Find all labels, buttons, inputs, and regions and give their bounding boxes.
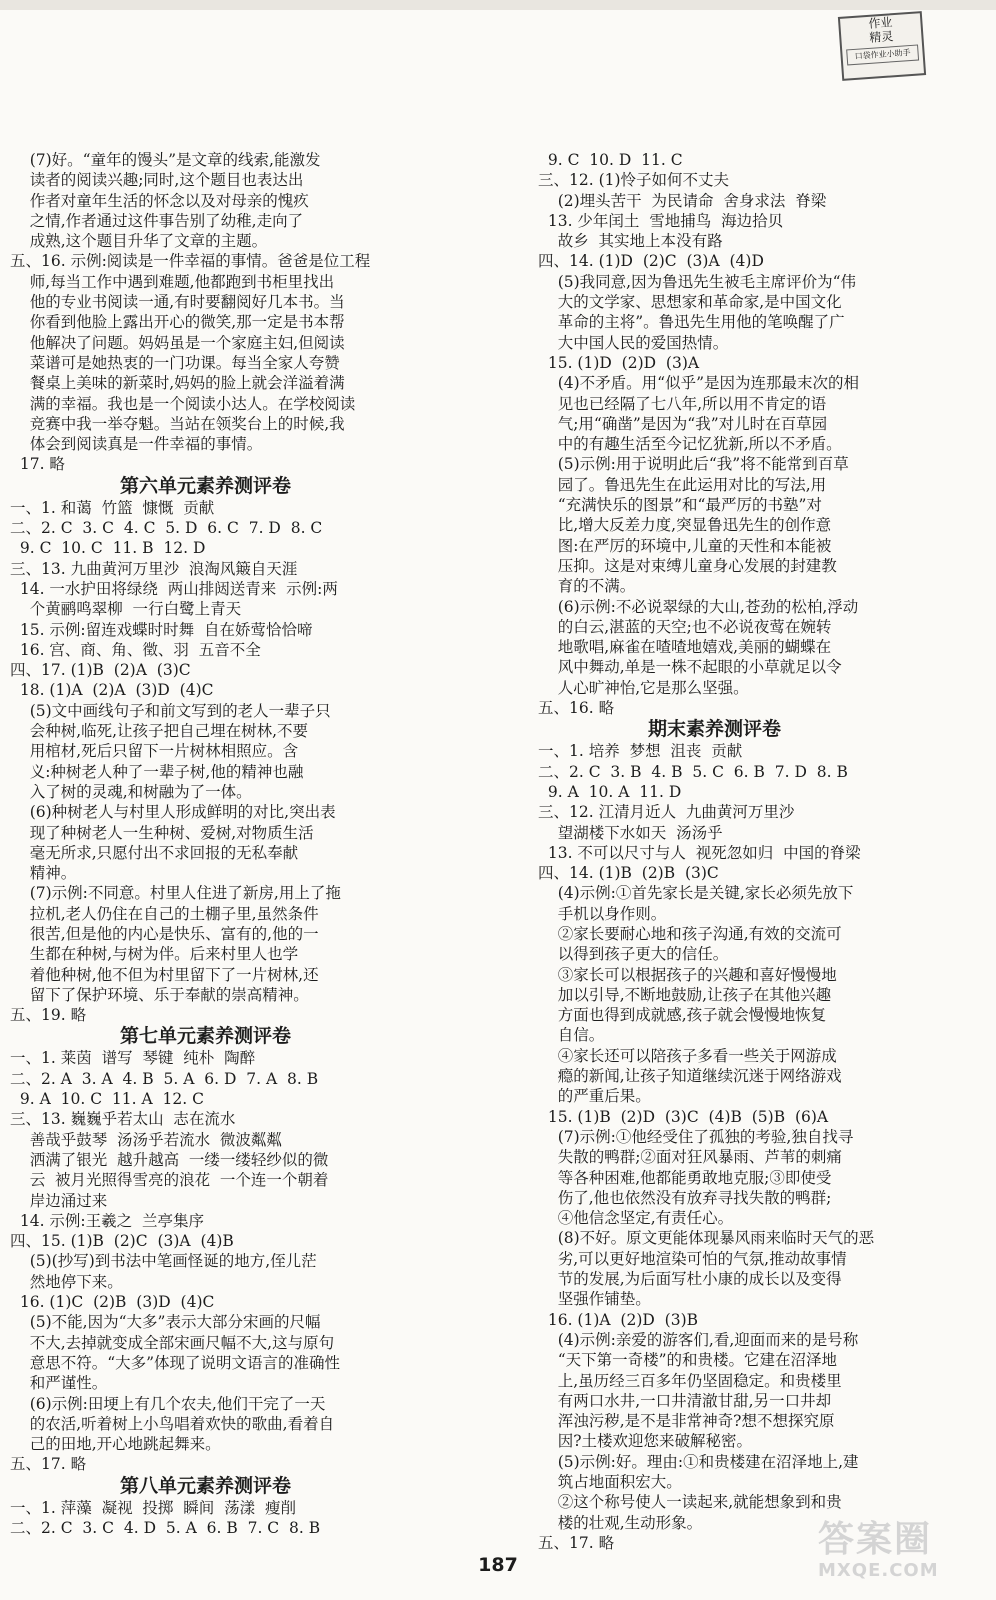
answer-line: 拉机,老人仍住在自己的土棚子里,虽然条件 xyxy=(10,904,319,923)
answer-line: 一、1. 培养 梦想 沮丧 贡献 xyxy=(538,742,743,761)
answer-line: 9. A 10. A 11. D xyxy=(538,782,682,801)
watermark-url: MXQE.COM xyxy=(818,1560,939,1581)
answer-line: 13. 不可以尺寸与人 视死忽如归 中国的脊梁 xyxy=(538,843,861,862)
answer-line: 因?土楼欢迎您来破解秘密。 xyxy=(538,1432,753,1451)
answer-line: 9. C 10. C 11. B 12. D xyxy=(10,539,206,558)
answer-line: 现了种树老人一生种树、爱树,对物质生活 xyxy=(10,823,314,842)
section-title: 第六单元素养测评卷 xyxy=(120,474,292,497)
answer-line: 的严重后果。 xyxy=(538,1087,651,1106)
answer-line: 等各种困难,他都能勇敢地克服;③即使受 xyxy=(538,1168,832,1187)
watermark-logo xyxy=(818,1520,983,1592)
answer-line: 五、16. 略 xyxy=(538,699,615,718)
answer-line: (4)示例:①首先家长是关键,家长必须先放下 xyxy=(538,884,854,903)
answer-line: 15. (1)B (2)D (3)C (4)B (5)B (6)A xyxy=(538,1107,829,1126)
answer-line: 四、14. (1)D (2)C (3)A (4)D xyxy=(538,252,764,271)
answer-line: ②这个称号使人一读起来,就能想象到和贵 xyxy=(538,1493,842,1512)
answer-line: (8)不好。原文更能体现暴风雨来临时天气的恶 xyxy=(538,1229,875,1248)
answer-line: 9. A 10. C 11. A 12. C xyxy=(10,1090,204,1109)
answer-line: (6)种树老人与村里人形成鲜明的对比,突出表 xyxy=(10,803,336,822)
answer-line: 故乡 其实地上本没有路 xyxy=(538,232,723,251)
answer-line: (6)示例:田埂上有几个农夫,他们干完了一天 xyxy=(10,1394,326,1413)
answer-line: 劣,可以更好地渲染可怕的气氛,推动故事情 xyxy=(538,1249,847,1268)
answer-line: 筑占地面积宏大。 xyxy=(538,1473,682,1491)
answer-line: (7)示例:①他经受住了孤独的考验,独自找寻 xyxy=(538,1127,854,1146)
answer-line: 育的不满。 xyxy=(538,577,636,596)
answer-line: 毫无所求,只愿付出不求回报的无私奉献 xyxy=(10,843,299,862)
answer-line: ③家长可以根据孩子的兴趣和喜好慢慢地 xyxy=(538,965,837,984)
answer-line: 气;用“确凿”是因为“我”对儿时在百草园 xyxy=(538,414,828,433)
answer-line: 满的幸福。我也是一个阅读小达人。在学校阅读 xyxy=(10,394,356,413)
answer-line: 四、14. (1)B (2)B (3)C xyxy=(538,864,719,883)
section-title: 第七单元素养测评卷 xyxy=(120,1025,292,1048)
answer-line: (7)示例:不同意。村里人住进了新房,用上了拖 xyxy=(10,884,341,903)
answer-line: 着他种树,他不但为村里留下了一片树林,还 xyxy=(10,965,319,984)
answer-line: 洒满了银光 越升越高 一缕一缕轻纱似的微 xyxy=(10,1150,329,1169)
answer-line: 读者的阅读兴趣;同时,这个题目也表达出 xyxy=(10,171,304,190)
answer-line: 生都在种树,与树为伴。后来村里人也学 xyxy=(10,945,299,964)
answer-column-right xyxy=(538,150,978,1553)
answer-line: 风中舞动,单是一株不起眼的小草就足以令 xyxy=(538,658,842,677)
answer-line: (5)(抄写)到书法中笔画怪诞的地方,侄儿茫 xyxy=(10,1252,317,1271)
answer-line: (5)示例:好。理由:①和贵楼建在沼泽地上,建 xyxy=(538,1452,859,1471)
answer-line: 9. C 10. D 11. C xyxy=(538,151,683,169)
answer-line: 园了。鲁迅先生在此运用对比的写法,用 xyxy=(538,475,827,494)
answer-line: 二、2. C 3. B 4. B 5. C 6. B 7. D 8. B xyxy=(538,762,848,781)
answer-line: 有两口水井,一口井清澈甘甜,另一口井却 xyxy=(538,1391,832,1410)
answer-line: 入了树的灵魂,和树融为了一体。 xyxy=(10,782,252,801)
scan-top-band xyxy=(0,0,996,10)
answer-line: 比,增大反差力度,突显鲁迅先生的创作意 xyxy=(538,516,832,535)
answer-line: 压抑。这是对束缚儿童身心发展的封建教 xyxy=(538,556,837,575)
answer-line: 意思不符。“大多”体现了说明文语言的准确性 xyxy=(10,1353,341,1372)
answer-line: 体会到阅读真是一件幸福的事情。 xyxy=(10,435,263,454)
answer-line: 中的有趣生活至今记忆犹新,所以不矛盾。 xyxy=(538,435,842,454)
answer-line: 精神。 xyxy=(10,864,77,883)
answer-line: 自信。 xyxy=(538,1026,605,1045)
answer-line: (2)埋头苦干 为民请命 舍身求法 脊梁 xyxy=(538,191,827,210)
answer-line: 16. (1)C (2)B (3)D (4)C xyxy=(10,1293,215,1312)
answer-line: 师,每当工作中遇到难题,他都跑到书柜里找出 xyxy=(10,272,335,291)
answer-line: 二、2. C 3. C 4. C 5. D 6. C 7. D 8. C xyxy=(10,519,323,538)
answer-line: 节的发展,为后面写杜小康的成长以及变得 xyxy=(538,1270,842,1289)
answer-line: 用棺材,死后只留下一片树林相照应。含 xyxy=(10,742,299,761)
answer-line: 见也已经隔了七八年,所以用不肯定的语 xyxy=(538,394,827,413)
answer-line: 革命的主将”。鲁迅先生用他的笔唤醒了广 xyxy=(538,313,845,332)
answer-line: 义:种树老人种了一辈子树,他的精神也融 xyxy=(10,762,304,781)
answer-line: 一、1. 和蔼 竹篮 慷慨 贡献 xyxy=(10,498,215,517)
answer-line: 失散的鸭群;②面对狂风暴雨、芦苇的刺痛 xyxy=(538,1148,842,1167)
answer-line: 17. 略 xyxy=(10,455,65,474)
answer-line: 不大,去掉就变成全部宋画尺幅不大,这与原句 xyxy=(10,1333,335,1352)
answer-line: 和严谨性。 xyxy=(10,1374,108,1393)
answer-line: 个黄鹂鸣翠柳 一行白鹭上青天 xyxy=(10,600,242,619)
answer-line: 方面也得到成就感,孩子就会慢慢地恢复 xyxy=(538,1006,827,1025)
answer-line: 很苦,但是他的内心是快乐、富有的,他的一 xyxy=(10,924,319,943)
answer-line: 餐桌上美味的新菜时,妈妈的脸上就会洋溢着满 xyxy=(10,374,345,393)
answer-line: 三、12. 江清月近人 九曲黄河万里沙 xyxy=(538,803,795,822)
answer-line: “充满快乐的图景”和“最严厉的书塾”对 xyxy=(538,496,822,515)
answer-line: (5)我同意,因为鲁迅先生被毛主席评价为“伟 xyxy=(538,272,857,291)
answer-line: 一、1. 萍藻 凝视 投掷 瞬间 荡漾 瘦削 xyxy=(10,1498,296,1517)
answer-line: 三、12. (1)怜子如何不丈夫 xyxy=(538,171,730,190)
answer-line: 图:在严厉的环境中,儿童的天性和本能被 xyxy=(538,536,832,555)
answer-line: 的农活,听着树上小鸟唱着欢快的歌曲,看着自 xyxy=(10,1414,335,1433)
answer-line: (4)示例:亲爱的游客们,看,迎面而来的是号称 xyxy=(538,1330,859,1349)
answer-line: 瘾的新闻,让孩子知道继续沉迷于网络游戏 xyxy=(538,1067,842,1086)
answer-line: 16. 宫、商、角、徵、羽 五音不全 xyxy=(10,640,261,659)
answer-line: (4)不矛盾。用“似乎”是因为连那最末次的相 xyxy=(538,374,860,393)
section-title: 第八单元素养测评卷 xyxy=(120,1474,292,1497)
answer-line: 他的专业书阅读一通,有时要翻阅好几本书。当 xyxy=(10,293,345,312)
answer-line: 18. (1)A (2)A (3)D (4)C xyxy=(10,681,214,700)
answer-line: 菜谱可是她热衷的一门功课。每当全家人夸赞 xyxy=(10,353,340,372)
answer-line: 善哉乎鼓琴 汤汤乎若流水 微波粼粼 xyxy=(10,1130,282,1149)
answer-line: 地歌唱,麻雀在喳喳地嬉戏,美丽的蝴蝶在 xyxy=(538,638,832,657)
answer-line: 以得到孩子更大的信任。 xyxy=(538,945,729,964)
answer-line: 浑浊污秽,是不是非常神奇?想不想探究原 xyxy=(538,1412,835,1431)
answer-line: 坚强作铺垫。 xyxy=(538,1290,651,1309)
stamp-line-1: 作业 xyxy=(867,15,893,31)
answer-line: 手机以身作则。 xyxy=(538,904,667,923)
answer-line: 13. 少年闰土 雪地捕鸟 海边拾贝 xyxy=(538,211,784,230)
answer-line: 之情,作者通过这件事告别了幼稚,走向了 xyxy=(10,211,304,230)
answer-line: 楼的壮观,生动形象。 xyxy=(538,1513,703,1532)
answer-line: ②家长要耐心地和孩子沟通,有效的交流可 xyxy=(538,924,842,943)
brand-stamp-logo xyxy=(838,11,926,81)
answer-line: ④他信念坚定,有责任心。 xyxy=(538,1209,734,1228)
answer-line: (5)文中画线句子和前文写到的老人一辈子只 xyxy=(10,701,331,720)
answer-line: 留下了保护环境、乐于奉献的崇高精神。 xyxy=(10,985,309,1004)
answer-line: 大的文学家、思想家和革命家,是中国文化 xyxy=(538,293,842,312)
answer-line: 四、15. (1)B (2)C (3)A (4)B xyxy=(10,1232,234,1251)
answer-line: 15. (1)D (2)D (3)A xyxy=(538,353,700,372)
answer-line: 己的田地,开心地跳起舞来。 xyxy=(10,1435,221,1454)
answer-line: 上,虽历经三百多年仍坚固稳定。和贵楼里 xyxy=(538,1371,842,1390)
answer-line: 五、17. 略 xyxy=(538,1533,615,1552)
answer-line: ④家长还可以陪孩子多看一些关于网游成 xyxy=(538,1046,837,1065)
answer-line: 的白云,湛蓝的天空;也不必说夜莺在婉转 xyxy=(538,617,832,636)
stamp-line-3: 口袋作业小助手 xyxy=(846,44,919,65)
answer-line: (6)示例:不必说翠绿的大山,苍劲的松柏,浮动 xyxy=(538,597,859,616)
answer-line: 一、1. 莱茵 谱写 琴键 纯朴 陶醉 xyxy=(10,1049,256,1068)
answer-line: (5)不能,因为“大多”表示大部分宋画的尺幅 xyxy=(10,1313,321,1332)
answer-line: 四、17. (1)B (2)A (3)C xyxy=(10,661,191,680)
answer-line: 人心旷神怡,它是那么坚强。 xyxy=(538,678,749,697)
answer-line: 三、13. 九曲黄河万里沙 浪淘风簸自天涯 xyxy=(10,559,298,578)
answer-line: 五、16. 示例:阅读是一件幸福的事情。爸爸是位工程 xyxy=(10,252,371,271)
answer-line: 你看到他脸上露出开心的微笑,那一定是书本帮 xyxy=(10,313,345,332)
page-number: 187 xyxy=(478,1554,518,1576)
answer-line: (7)好。“童年的馒头”是文章的线索,能激发 xyxy=(10,151,321,169)
answer-line: 然地停下来。 xyxy=(10,1272,123,1291)
answer-line: 五、19. 略 xyxy=(10,1006,87,1025)
answer-line: 他解决了问题。妈妈虽是一个家庭主妇,但阅读 xyxy=(10,333,345,352)
answer-line: 14. 示例:王羲之 兰亭集序 xyxy=(10,1211,205,1230)
watermark-brand: 答案圈 xyxy=(818,1519,933,1560)
answer-line: 成熟,这个题目升华了文章的主题。 xyxy=(10,232,268,251)
answer-line: 14. 一水护田将绿绕 两山排闼送青来 示例:两 xyxy=(10,579,338,598)
section-title: 期末素养测评卷 xyxy=(648,718,782,741)
answer-line: 三、13. 巍巍乎若太山 志在流水 xyxy=(10,1110,236,1129)
stamp-line-2: 精灵 xyxy=(868,29,894,45)
answer-line: 二、2. A 3. A 4. B 5. A 6. D 7. A 8. B xyxy=(10,1069,319,1088)
answer-line: 云 被月光照得雪亮的浪花 一个连一个朝着 xyxy=(10,1171,329,1190)
answer-line: 加以引导,不断地鼓励,让孩子在其他兴趣 xyxy=(538,985,832,1004)
answer-line: 伤了,他也依然没有放弃寻找失散的鸭群; xyxy=(538,1188,832,1207)
answer-line: 五、17. 略 xyxy=(10,1455,87,1474)
answer-line: 作者对童年生活的怀念以及对母亲的愧疚 xyxy=(10,191,309,210)
answer-line: 大中国人民的爱国热情。 xyxy=(538,333,729,352)
answer-line: 16. (1)A (2)D (3)B xyxy=(538,1310,699,1329)
answer-line: “天下第一奇楼”的和贵楼。它建在沼泽地 xyxy=(538,1351,838,1370)
answer-column-left xyxy=(10,150,440,1538)
answer-line: 会种树,临死,让孩子把自己埋在树林,不要 xyxy=(10,722,308,741)
answer-line: 二、2. C 3. C 4. D 5. A 6. B 7. C 8. B xyxy=(10,1519,321,1537)
answer-line: 岸边涌过来 xyxy=(10,1191,108,1210)
answer-line: 15. 示例:留连戏蝶时时舞 自在娇莺恰恰啼 xyxy=(10,620,313,639)
answer-line: 望湖楼下水如天 汤汤乎 xyxy=(538,823,723,842)
answer-line: 竞赛中我一举夺魁。当站在领奖台上的时候,我 xyxy=(10,414,345,433)
answer-line: (5)示例:用于说明此后“我”将不能常到百草 xyxy=(538,455,849,474)
